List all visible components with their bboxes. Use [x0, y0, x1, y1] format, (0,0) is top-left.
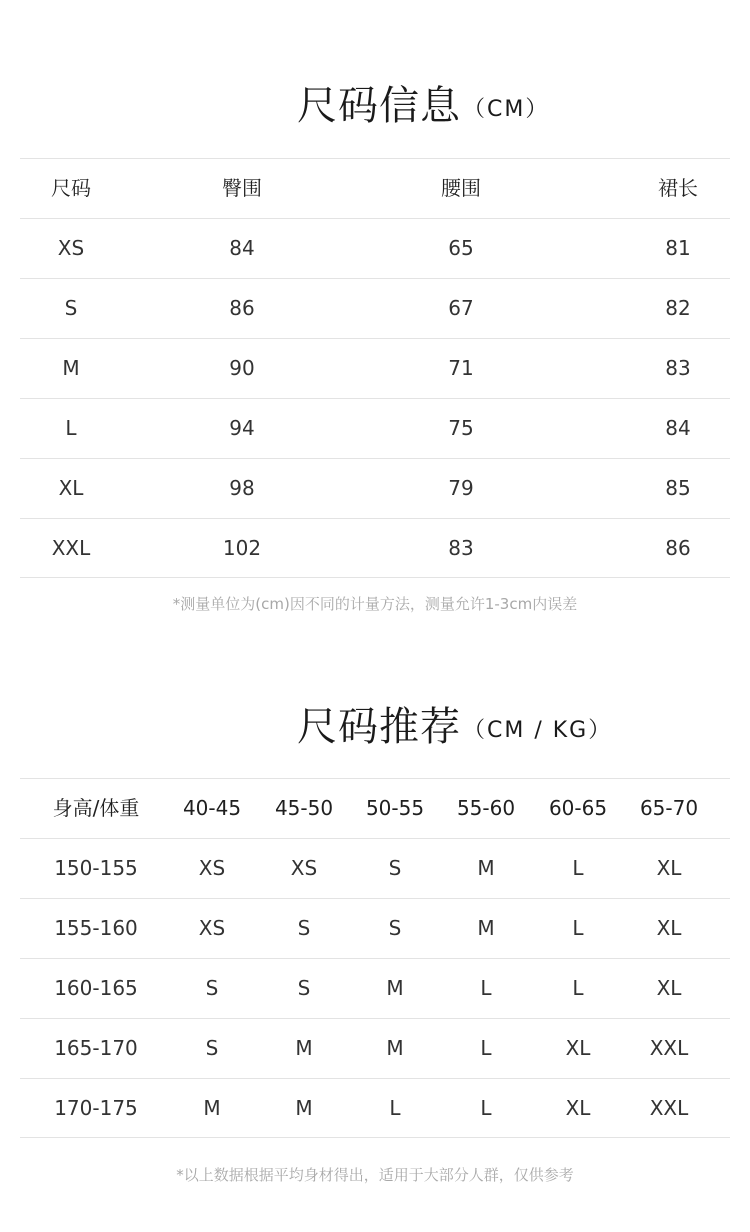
- size-info-cell: 86: [665, 536, 691, 560]
- size-rec-header-row: [20, 778, 730, 838]
- size-rec-cell: L: [480, 976, 492, 1000]
- size-rec-cell: M: [295, 1036, 313, 1060]
- size-rec-cell: L: [572, 856, 584, 880]
- size-info-cell: 82: [665, 296, 691, 320]
- size-info-cell: 67: [448, 296, 474, 320]
- size-info-cell: M: [62, 356, 80, 380]
- size-rec-header-cell: 65-70: [639, 796, 699, 820]
- size-rec-title-row: [0, 697, 750, 757]
- size-info-note: *测量单位为(cm)因不同的计量方法，测量允许1-3cm内误差: [172, 595, 578, 613]
- size-rec-cell: L: [480, 1036, 492, 1060]
- size-rec-cell: M: [203, 1096, 221, 1120]
- size-rec-note: *以上数据根据平均身材得出，适用于大部分人群，仅供参考: [176, 1166, 574, 1184]
- table-row: [20, 1078, 730, 1138]
- size-rec-title: 尺码推荐: [297, 704, 461, 750]
- size-rec-cell: S: [205, 1036, 219, 1060]
- size-info-table: [20, 158, 730, 578]
- size-info-cell: XL: [58, 476, 84, 500]
- size-info-cell: 90: [229, 356, 255, 380]
- size-rec-cell: M: [295, 1096, 313, 1120]
- size-rec-cell: XL: [656, 976, 682, 1000]
- size-info-cell: 102: [222, 536, 262, 560]
- size-rec-cell: XS: [198, 916, 226, 940]
- size-info-cell: 84: [665, 416, 691, 440]
- table-row: [20, 1018, 730, 1078]
- size-rec-cell: 160-165: [54, 976, 138, 1000]
- size-rec-cell: XS: [290, 856, 318, 880]
- size-info-cell: XXL: [51, 536, 91, 560]
- size-info-title: 尺码信息: [297, 83, 461, 129]
- size-rec-cell: L: [572, 976, 584, 1000]
- size-info-title-row: [0, 76, 750, 136]
- size-rec-cell: 150-155: [54, 856, 138, 880]
- size-rec-header-cell: 身高/体重: [52, 796, 140, 820]
- size-rec-cell: M: [477, 916, 495, 940]
- size-info-cell: XS: [57, 236, 85, 260]
- table-row: [20, 838, 730, 898]
- table-row: [20, 898, 730, 958]
- size-rec-cell: L: [389, 1096, 401, 1120]
- size-rec-cell: L: [480, 1096, 492, 1120]
- table-row: [20, 458, 730, 518]
- table-row: [20, 278, 730, 338]
- table-row: [20, 518, 730, 578]
- size-info-header-cell: 臀围: [222, 176, 262, 200]
- size-info-cell: 84: [229, 236, 255, 260]
- table-row: [20, 398, 730, 458]
- size-rec-cell: L: [572, 916, 584, 940]
- size-info-header-cell: 腰围: [441, 176, 481, 200]
- size-rec-unit: （CM / KG）: [463, 718, 613, 743]
- size-info-unit: （CM）: [463, 97, 550, 122]
- size-info-cell: 79: [448, 476, 474, 500]
- size-info-cell: 75: [448, 416, 474, 440]
- size-rec-header-cell: 60-65: [548, 796, 608, 820]
- size-rec-cell: S: [388, 856, 402, 880]
- size-rec-header-cell: 55-60: [456, 796, 516, 820]
- size-rec-cell: 155-160: [54, 916, 138, 940]
- size-info-header-cell: 尺码: [51, 176, 91, 200]
- size-rec-cell: M: [477, 856, 495, 880]
- size-info-cell: S: [64, 296, 78, 320]
- size-rec-cell: 170-175: [54, 1096, 138, 1120]
- size-info-cell: 81: [665, 236, 691, 260]
- size-rec-cell: XL: [656, 916, 682, 940]
- size-rec-header-cell: 40-45: [182, 796, 242, 820]
- size-info-cell: 94: [229, 416, 255, 440]
- size-info-header-row: [20, 158, 730, 218]
- size-rec-cell: XL: [565, 1036, 591, 1060]
- size-rec-cell: XXL: [649, 1096, 689, 1120]
- size-info-cell: 83: [665, 356, 691, 380]
- size-rec-table: [20, 778, 730, 1138]
- table-row: [20, 218, 730, 278]
- table-row: [20, 338, 730, 398]
- size-rec-cell: S: [388, 916, 402, 940]
- size-rec-cell: XXL: [649, 1036, 689, 1060]
- size-rec-cell: S: [205, 976, 219, 1000]
- size-rec-cell: S: [297, 976, 311, 1000]
- size-rec-cell: XL: [565, 1096, 591, 1120]
- size-info-cell: 83: [448, 536, 474, 560]
- size-info-cell: 71: [448, 356, 474, 380]
- size-rec-cell: M: [386, 976, 404, 1000]
- size-rec-cell: XS: [198, 856, 226, 880]
- table-row: [20, 958, 730, 1018]
- size-rec-header-cell: 45-50: [274, 796, 334, 820]
- size-info-cell: L: [65, 416, 77, 440]
- size-info-cell: 65: [448, 236, 474, 260]
- size-info-header-cell: 裙长: [658, 176, 698, 200]
- size-info-cell: 98: [229, 476, 255, 500]
- size-info-cell: 86: [229, 296, 255, 320]
- size-rec-cell: XL: [656, 856, 682, 880]
- size-info-cell: 85: [665, 476, 691, 500]
- size-rec-cell: M: [386, 1036, 404, 1060]
- size-rec-cell: S: [297, 916, 311, 940]
- size-rec-header-cell: 50-55: [365, 796, 425, 820]
- size-rec-cell: 165-170: [54, 1036, 138, 1060]
